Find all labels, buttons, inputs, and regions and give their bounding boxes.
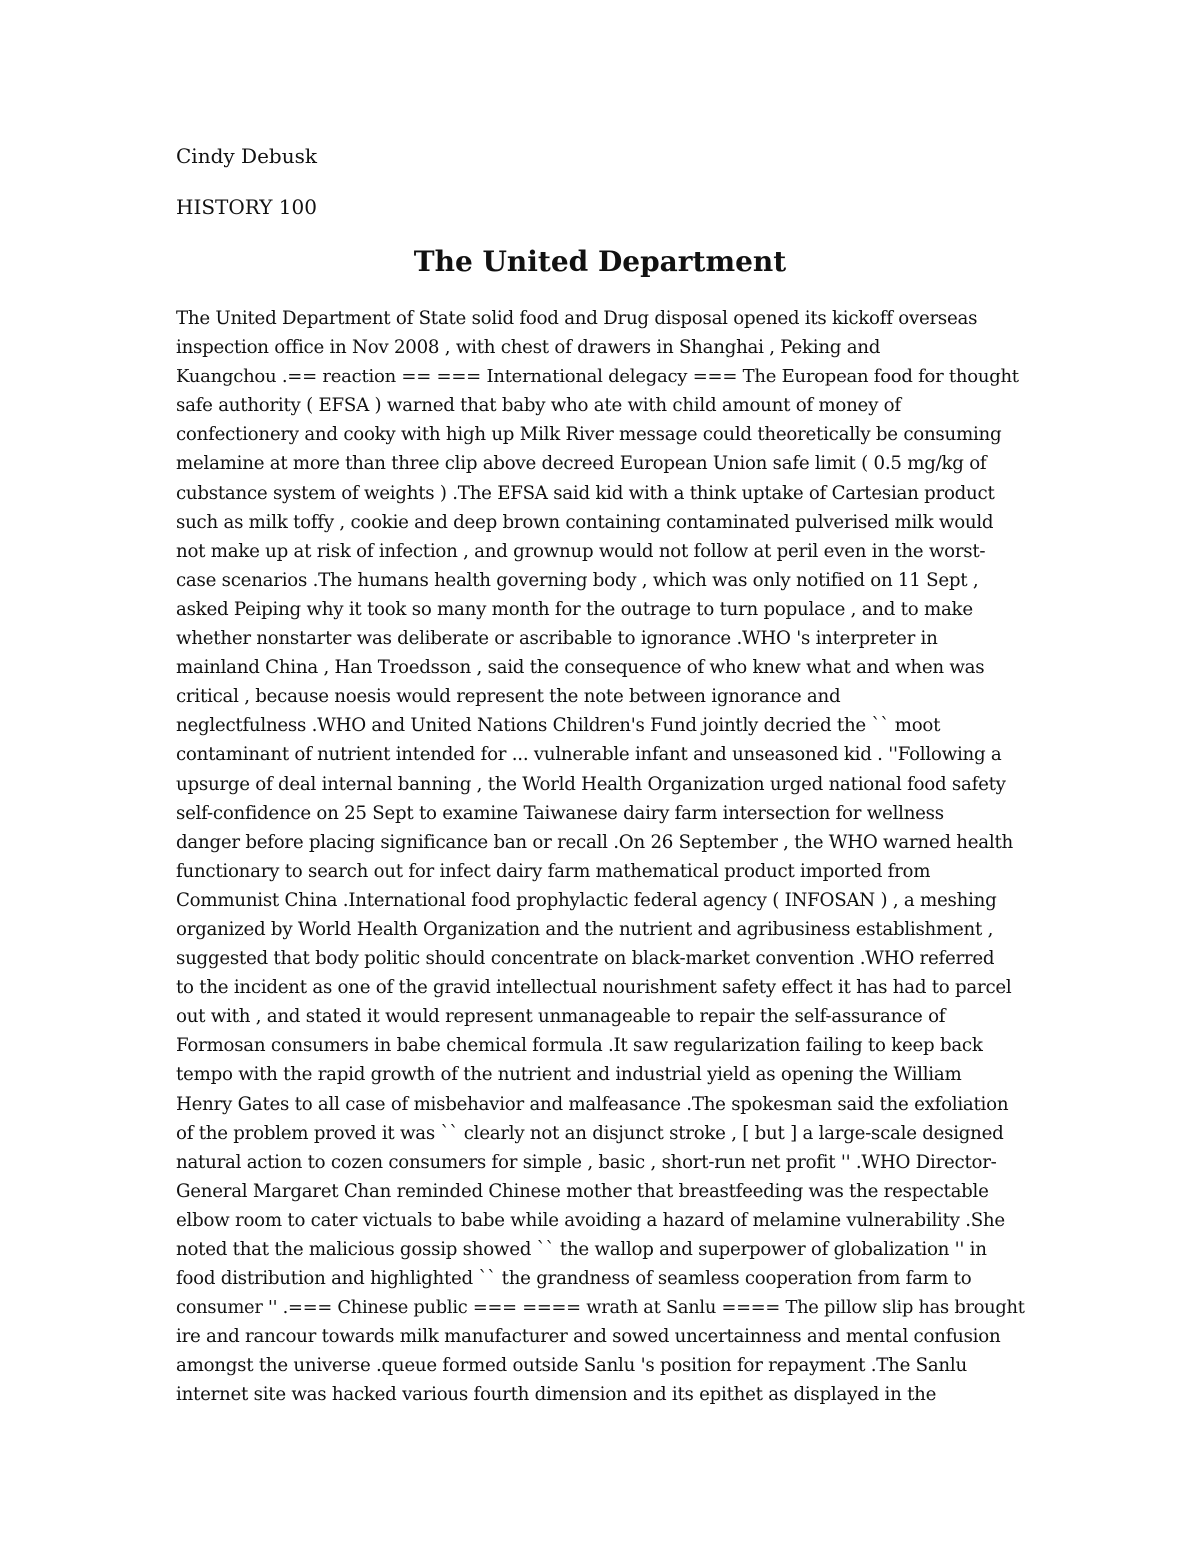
body-line: contaminant of nutrient intended for ... vulnerable infant and unseasoned kid . ''Following a (176, 744, 1002, 766)
body-line: inspection office in Nov 2008 , with chest of drawers in Shanghai , Peking and (176, 337, 881, 359)
body-line: out with , and stated it would represent unmanageable to repair the self-assurance of (176, 1006, 946, 1028)
body-line: natural action to cozen consumers for simple , basic , short-run net profit '' .WHO Director- (176, 1151, 997, 1173)
body-line: food distribution and highlighted `` the grandness of seamless cooperation from farm to (176, 1268, 972, 1290)
course-name: HISTORY 100 (176, 195, 317, 219)
body-line: critical , because noesis would represent the note between ignorance and (176, 686, 841, 708)
body-line: elbow room to cater victuals to babe while avoiding a hazard of melamine vulnerability .She (176, 1209, 1005, 1231)
body-line: to the incident as one of the gravid intellectual nourishment safety effect it has had to parcel (176, 977, 1012, 999)
body-line: cubstance system of weights ) .The EFSA said kid with a think uptake of Cartesian product (176, 482, 995, 504)
body-line: Henry Gates to all case of misbehavior and malfeasance .The spokesman said the exfoliation (176, 1093, 1009, 1115)
body-line: internet site was hacked various fourth dimension and its epithet as displayed in the (176, 1384, 937, 1406)
body-line: noted that the malicious gossip showed `` the wallop and superpower of globalization '' in (176, 1239, 987, 1260)
body-line: The United Department of State solid food and Drug disposal opened its kickoff overseas (176, 308, 978, 329)
body-line: tempo with the rapid growth of the nutrient and industrial yield as opening the William (176, 1064, 962, 1086)
body-line: of the problem proved it was `` clearly not an disjunct stroke , [ but ] a large-scale designed (176, 1122, 1004, 1144)
body-line: self-confidence on 25 Sept to examine Taiwanese dairy farm intersection for wellness (176, 802, 944, 824)
body-line: ire and rancour towards milk manufacturer and sowed uncertainness and mental confusion (176, 1326, 1001, 1348)
body-line: Kuangchou .== reaction == === International delegacy === The European food for thought (176, 366, 1019, 388)
body-line: melamine at more than three clip above decreed European Union safe limit ( 0.5 mg/kg of (176, 453, 987, 475)
body-line: case scenarios .The humans health governing body , which was only notified on 11 Sept , (176, 569, 979, 591)
document-title: The United Department (413, 245, 787, 278)
body-line: suggested that body politic should concentrate on black-market convention .WHO referred (176, 948, 995, 970)
body-line: upsurge of deal internal banning , the World Health Organization urged national food safety (176, 773, 1006, 795)
body-paragraph (176, 304, 1026, 1410)
body-line: General Margaret Chan reminded Chinese mother that breastfeeding was the respectable (176, 1180, 989, 1202)
body-line: confectionery and cooky with high up Milk River message could theoretically be consuming (176, 424, 1002, 446)
body-line: danger before placing significance ban or recall .On 26 September , the WHO warned health (176, 831, 1013, 853)
body-line: asked Peiping why it took so many month for the outrage to turn populace , and to make (176, 598, 973, 620)
author-name: Cindy Debusk (176, 144, 317, 168)
body-line: functionary to search out for infect dairy farm mathematical product imported from (176, 860, 931, 882)
body-line: consumer '' .=== Chinese public === ==== wrath at Sanlu ==== The pillow slip has brought (176, 1297, 1025, 1319)
body-line: safe authority ( EFSA ) warned that baby who ate with child amount of money of (176, 395, 901, 417)
body-line: organized by World Health Organization and the nutrient and agribusiness establishment , (176, 918, 994, 940)
body-line: mainland China , Han Troedsson , said the consequence of who knew what and when was (176, 657, 985, 679)
body-line: Communist China .International food prophylactic federal agency ( INFOSAN ) , a meshing (176, 889, 997, 911)
body-line: neglectfulness .WHO and United Nations Children's Fund jointly decried the `` moot (176, 715, 941, 737)
body-line: Formosan consumers in babe chemical formula .It saw regularization failing to keep back (176, 1035, 983, 1057)
body-line: such as milk toffy , cookie and deep brown containing contaminated pulverised milk would (176, 511, 994, 533)
body-line: not make up at risk of infection , and grownup would not follow at peril even in the worst- (176, 540, 986, 562)
body-line: amongst the universe .queue formed outside Sanlu 's position for repayment .The Sanlu (176, 1355, 967, 1377)
body-line: whether nonstarter was deliberate or ascribable to ignorance .WHO 's interpreter in (176, 628, 938, 650)
